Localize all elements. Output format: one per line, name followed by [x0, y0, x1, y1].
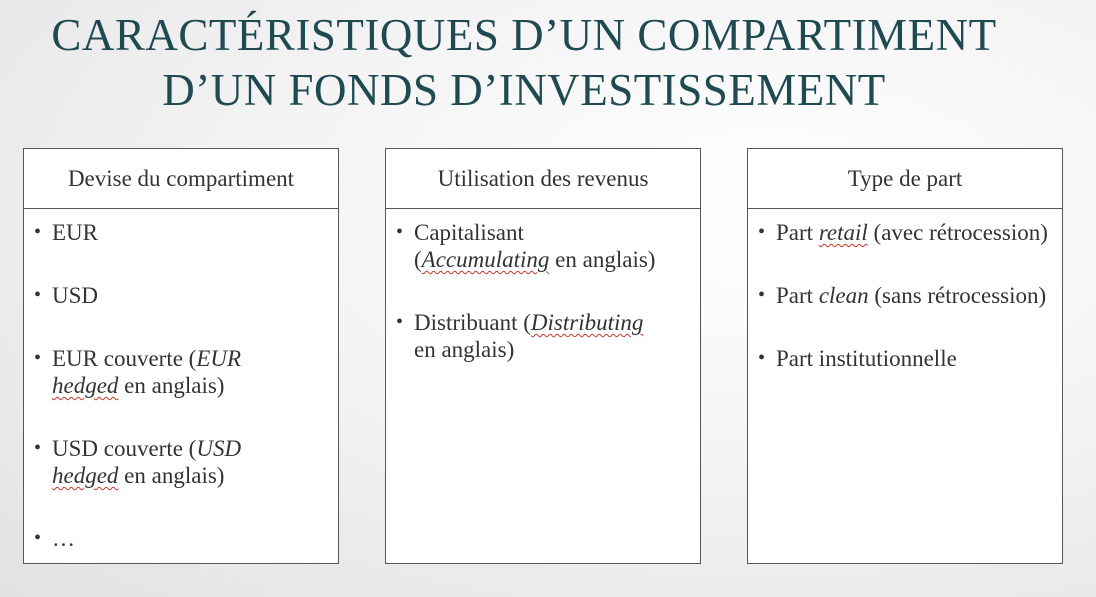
item-italic-term: retail: [818, 220, 868, 245]
share-type-box-header: Type de part: [748, 149, 1062, 209]
currency-box-header: Devise du compartiment: [24, 149, 338, 209]
slide-title-line-1: CARACTÉRISTIQUES D’UN COMPARTIMENT: [51, 10, 997, 60]
item-italic-term: hedged: [52, 373, 119, 398]
bullet-icon: •: [396, 221, 404, 243]
item-text-suffix: en anglais): [118, 373, 225, 398]
list-item: [758, 219, 1052, 246]
bullet-icon: •: [396, 311, 404, 333]
item-text-suffix: en anglais): [414, 337, 515, 362]
item-text: Capitalisant: [414, 220, 524, 245]
currency-box: [23, 148, 339, 564]
income-box-header: Utilisation des revenus: [386, 149, 700, 209]
bullet-icon: •: [34, 437, 42, 459]
item-italic-code: EUR: [196, 346, 242, 371]
list-item: [34, 345, 328, 399]
item-text-suffix: en anglais): [118, 463, 225, 488]
item-text-suffix: en anglais): [549, 247, 656, 272]
income-list: [386, 209, 700, 363]
slide-title: [0, 8, 1048, 118]
item-paren: (: [414, 247, 422, 272]
item-italic-term: Distributing: [530, 310, 644, 335]
bullet-icon: •: [34, 527, 42, 549]
list-item: [758, 345, 1052, 372]
item-text: USD couverte (: [52, 436, 197, 461]
item-text: EUR: [52, 220, 98, 245]
share-type-list: [748, 209, 1062, 372]
item-italic-term: Accumulating: [421, 247, 550, 272]
bullet-icon: •: [34, 284, 42, 306]
item-text: Part: [776, 220, 819, 245]
list-item: [396, 219, 690, 273]
bullet-icon: •: [34, 221, 42, 243]
list-item: [34, 219, 328, 246]
list-item: [34, 525, 328, 552]
item-text: Part: [776, 283, 819, 308]
list-item: [34, 435, 328, 489]
list-item: [34, 282, 328, 309]
item-text-suffix: (avec rétrocession): [867, 220, 1048, 245]
item-text-suffix: (sans rétrocession): [868, 283, 1047, 308]
slide-title-line-2: D’UN FONDS D’INVESTISSEMENT: [162, 65, 886, 115]
item-italic-code: USD: [196, 436, 242, 461]
bullet-icon: •: [758, 284, 766, 306]
income-box: [385, 148, 701, 564]
currency-list: [24, 209, 338, 552]
item-text: …: [52, 526, 75, 551]
item-text: Part institutionnelle: [776, 346, 957, 371]
bullet-icon: •: [758, 221, 766, 243]
list-item: [758, 282, 1052, 309]
item-text: Distribuant (: [414, 310, 531, 335]
bullet-icon: •: [34, 347, 42, 369]
bullet-icon: •: [758, 347, 766, 369]
item-italic-term: clean: [818, 283, 869, 308]
item-text: USD: [52, 283, 99, 308]
item-text: EUR couverte (: [52, 346, 197, 371]
list-item: [396, 309, 690, 363]
share-type-box: [747, 148, 1063, 564]
item-italic-term: hedged: [52, 463, 119, 488]
